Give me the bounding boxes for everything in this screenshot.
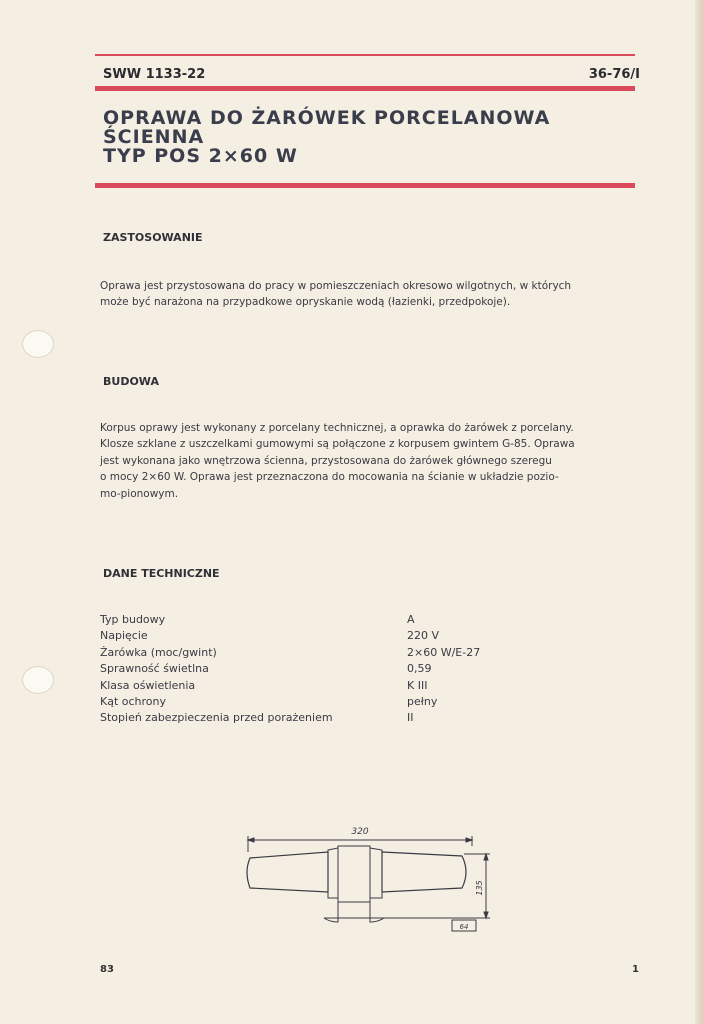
wall-base: [324, 902, 384, 922]
spec-value: A: [407, 613, 415, 626]
specs-table: [100, 612, 480, 727]
spec-row: [100, 661, 480, 677]
page-title: [103, 109, 550, 166]
porcelain-body: [338, 846, 370, 902]
header-band: [95, 86, 635, 91]
spec-label: Napięcie: [100, 629, 148, 643]
spec-value: K III: [407, 678, 428, 692]
title-line-1: OPRAWA DO ŻARÓWEK PORCELANOWA: [103, 107, 551, 129]
paragraph-budowa: [100, 420, 640, 502]
paragraph-line: Klosze szklane z uszczelkami gumowymi są połączone z korpusem gwintem G-85. Oprawa: [100, 438, 575, 451]
right-collar: [370, 848, 382, 898]
spec-row: [100, 678, 480, 694]
spec-row: [100, 710, 480, 726]
spec-label: Stopień zabezpieczenia przed porażeniem: [100, 711, 333, 725]
section-heading-budowa: BUDOWA: [103, 375, 159, 388]
paragraph-line: Oprawa jest przystosowana do pracy w pomieszczeniach okresowo wilgotnych, w których: [100, 280, 572, 292]
footer-page-left: 83: [100, 964, 114, 975]
paragraph-line: może być narażona na przypadkowe opryskanie wodą (łazienki, przedpokoje).: [100, 296, 511, 309]
spec-row: [100, 628, 480, 644]
dim-width-label: 320: [351, 827, 369, 837]
section-heading-zastosowanie: ZASTOSOWANIE: [103, 231, 203, 244]
spec-value: 220 V: [407, 629, 440, 643]
section-heading-dane-techniczne: DANE TECHNICZNE: [103, 567, 220, 580]
spec-label: Żarówka (moc/gwint): [100, 645, 217, 659]
spec-value: 0,59: [407, 662, 432, 676]
dim-height-label: 135: [475, 880, 484, 896]
dimension-arrow: [484, 854, 488, 860]
top-rule: [95, 54, 635, 56]
paragraph-line: Korpus oprawy jest wykonany z porcelany technicznej, a oprawka do żarówek z porcelany.: [100, 422, 574, 434]
document-code: SWW 1133-22: [103, 67, 206, 82]
punch-hole-upper: [22, 330, 54, 358]
paragraph-line: jest wykonana jako wnętrzowa ścienna, przystosowana do żarówek głównego szeregu: [100, 454, 552, 467]
paragraph-line: mo-pionowym.: [100, 487, 179, 500]
spec-row: [100, 612, 480, 628]
spec-row: [100, 694, 480, 710]
spec-value: II: [407, 711, 414, 725]
paragraph-line: o mocy 2×60 W. Oprawa jest przeznaczona do mocowania na ścianie w układzie pozio-: [100, 471, 559, 484]
dimension-arrow: [484, 912, 488, 918]
spec-label: Typ budowy: [100, 613, 166, 626]
technical-drawing: [240, 822, 500, 942]
punch-hole-lower: [22, 666, 54, 694]
dimension-arrow: [466, 838, 472, 842]
title-line-2: ŚCIENNA: [103, 126, 205, 148]
right-glass-shade: [382, 852, 466, 892]
spec-label: Sprawność świetlna: [100, 662, 209, 676]
sheet-number: 36-76/I: [588, 67, 640, 82]
spec-row: [100, 645, 480, 661]
page-edge: [695, 0, 703, 1024]
left-glass-shade: [247, 852, 328, 892]
footer-page-right: 1: [632, 964, 639, 975]
dimension-arrow: [248, 838, 254, 842]
dim-box-label: 64: [459, 923, 469, 931]
spec-label: Kąt ochrony: [100, 695, 167, 709]
spec-value: pełny: [407, 695, 438, 709]
left-collar: [328, 848, 338, 898]
title-band: [95, 183, 635, 188]
spec-label: Klasa oświetlenia: [100, 678, 196, 692]
title-line-3: TYP POS 2×60 W: [103, 145, 298, 167]
paragraph-zastosowanie: [100, 278, 640, 311]
spec-value: 2×60 W/E-27: [407, 645, 481, 659]
